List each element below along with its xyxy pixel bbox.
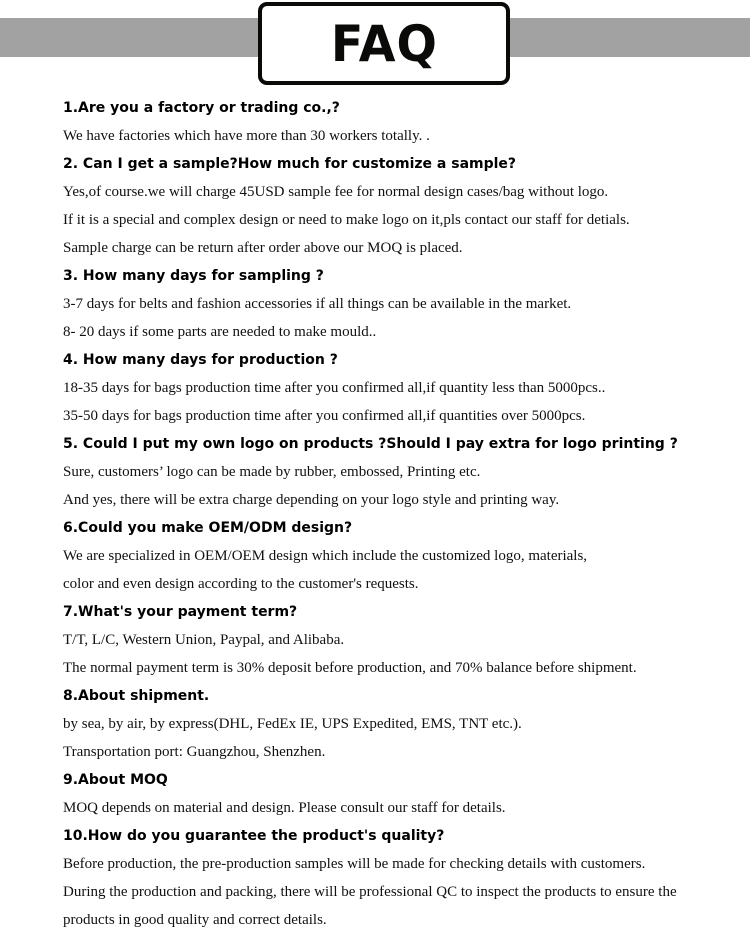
faq-question: 2. Can I get a sample?How much for customize a sample?: [63, 156, 517, 172]
faq-answer-line: The normal payment term is 30% deposit before production, and 70% balance before shipment.: [63, 660, 637, 676]
faq-answer-line: During the production and packing, there will be professional QC to inspect the products to ensure the: [63, 884, 677, 900]
faq-answer-line: Sure, customers’ logo can be made by rubber, embossed, Printing etc.: [63, 464, 481, 480]
faq-answer-line: Before production, the pre-production samples will be made for checking details with customers.: [63, 856, 646, 872]
faq-answer-line: color and even design according to the customer's requests.: [63, 576, 419, 592]
faq-answer-line: 18-35 days for bags production time after you confirmed all,if quantity less than 5000pcs..: [63, 380, 606, 396]
faq-answer-line: T/T, L/C, Western Union, Paypal, and Alibaba.: [63, 632, 345, 648]
faq-answer-line: If it is a special and complex design or need to make logo on it,pls contact our staff for detials.: [63, 212, 630, 228]
faq-answer-line: We have factories which have more than 30 workers totally. .: [63, 128, 430, 144]
faq-answer-line: Sample charge can be return after order above our MOQ is placed.: [63, 240, 463, 256]
faq-question: 9.About MOQ: [63, 772, 168, 788]
faq-answer-line: MOQ depends on material and design. Please consult our staff for details.: [63, 800, 506, 816]
faq-answer-line: 8- 20 days if some parts are needed to make mould..: [63, 324, 377, 340]
faq-question: 1.Are you a factory or trading co.,?: [63, 100, 340, 116]
faq-answer-line: We are specialized in OEM/OEM design which include the customized logo, materials,: [63, 548, 588, 564]
faq-answer-line: And yes, there will be extra charge depending on your logo style and printing way.: [63, 492, 560, 508]
faq-answer-line: Yes,of course.we will charge 45USD sample fee for normal design cases/bag without logo.: [63, 184, 609, 200]
faq-answer-line: by sea, by air, by express(DHL, FedEx IE, UPS Expedited, EMS, TNT etc.).: [63, 716, 522, 732]
faq-answer-line: products in good quality and correct details.: [63, 912, 327, 928]
faq-question: 8.About shipment.: [63, 688, 210, 704]
faq-question: 7.What's your payment term?: [63, 604, 298, 620]
faq-question: 3. How many days for sampling ?: [63, 268, 324, 284]
page-title: FAQ: [330, 14, 438, 73]
faq-question: 10.How do you guarantee the product's quality?: [63, 828, 445, 844]
faq-question: 6.Could you make OEM/ODM design?: [63, 520, 353, 536]
faq-answer-line: 3-7 days for belts and fashion accessories if all things can be available in the market.: [63, 296, 572, 312]
faq-question: 4. How many days for production ?: [63, 352, 338, 368]
faq-answer-line: 35-50 days for bags production time after you confirmed all,if quantities over 5000pcs.: [63, 408, 586, 424]
faq-list: [63, 94, 743, 934]
faq-answer-line: Transportation port: Guangzhou, Shenzhen.: [63, 744, 326, 760]
faq-title-box: [258, 2, 510, 85]
faq-question: 5. Could I put my own logo on products ?Should I pay extra for logo printing ?: [63, 436, 678, 452]
